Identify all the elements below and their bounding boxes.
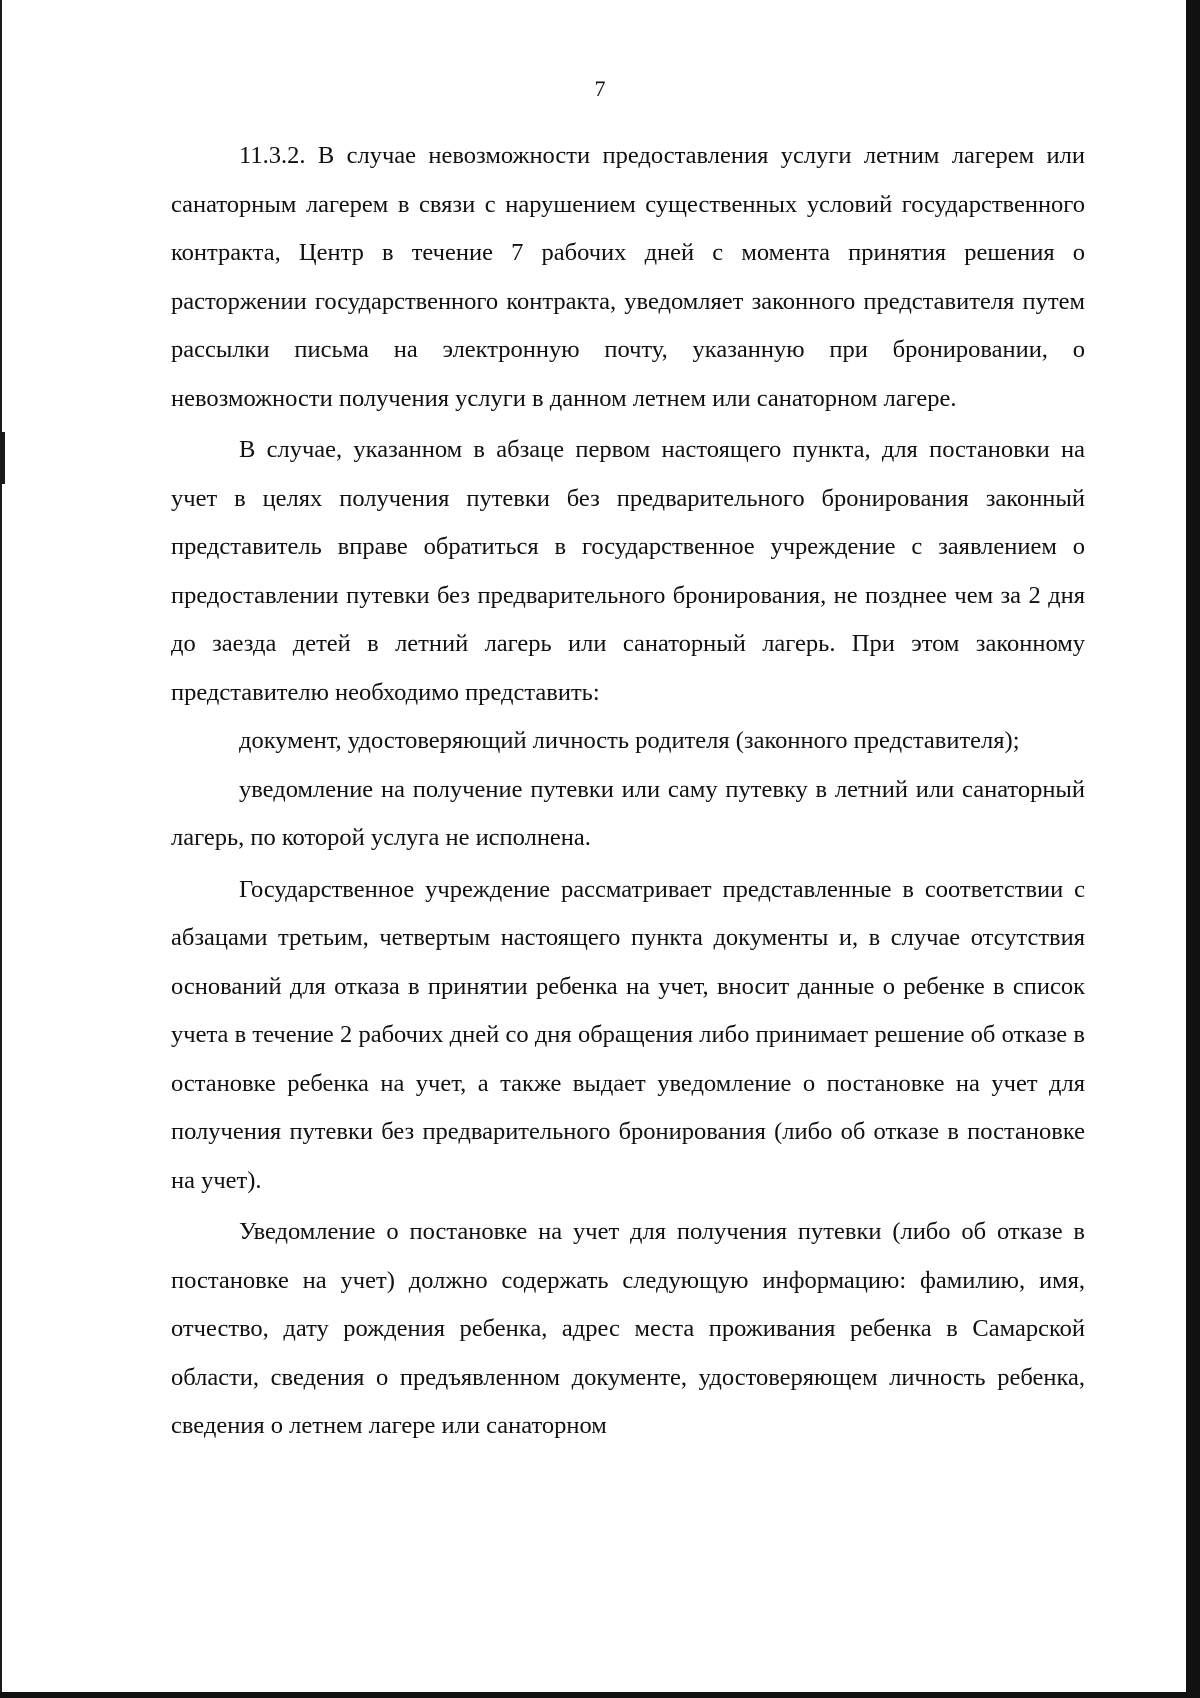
page-number: 7	[594, 76, 606, 101]
paragraph-institution-review: Государственное учреждение рассматривает представленные в соответствии с абзацами третьим, четвертым настоящего пункта документы и, в случае отсутствия оснований для отказа в принятии ребенка на учет, вносит данные о ребенке в список учета в течение 2 рабочих дней со дня обращения либо принимает решение об отказе в остановке ребенка на учет, а также выдает уведомление о постановке на учет для получения путевки без предварительного бронирования (либо об отказе в постановке на учет).	[171, 875, 1085, 1194]
scan-edge-left	[0, 0, 2, 1698]
paragraph-identity-document: документ, удостоверяющий личность родителя (законного представителя);	[239, 727, 1020, 754]
scan-edge-right	[1186, 0, 1200, 1698]
paragraph-voucher-notice: уведомление на получение путевки или саму путевку в летний или санаторный лагерь, по которой услуга не исполнена.	[171, 775, 1085, 851]
paragraph-notification-content: Уведомление о постановке на учет для получения путевки (либо об отказе в постановке на учет) должно содержать следующую информацию: фамилию, имя, отчество, дату рождения ребенка, адрес места проживания ребенка в Самарской области, сведения о предъявленном документе, удостоверяющем личность ребенка, сведения о летнем лагере или санаторном	[171, 1218, 1085, 1439]
document-body	[171, 132, 1085, 1451]
paragraph-booking-cancellation: В случае, указанном в абзаце первом настоящего пункта, для постановки на учет в целях получения путевки без предварительного бронирования законный представитель вправе обратиться в государственное учреждение с заявлением о предоставлении путевки без предварительного бронирования, не позднее чем за 2 дня до заезда детей в летний лагерь или санаторный лагерь. При этом законному представителю необходимо представить:	[171, 436, 1085, 706]
paragraph-11-3-2: 11.3.2. В случае невозможности предоставления услуги летним лагерем или санаторным лагерем в связи с нарушением существенных условий государственного контракта, Центр в течение 7 рабочих дней с момента принятия решения о расторжении государственного контракта, уведомляет законного представителя путем рассылки письма на электронную почту, указанную при бронировании, о невозможности получения услуги в данном летнем или санаторном лагере.	[171, 142, 1085, 412]
scan-mark-left	[0, 432, 5, 484]
scan-edge-bottom	[0, 1692, 1200, 1698]
